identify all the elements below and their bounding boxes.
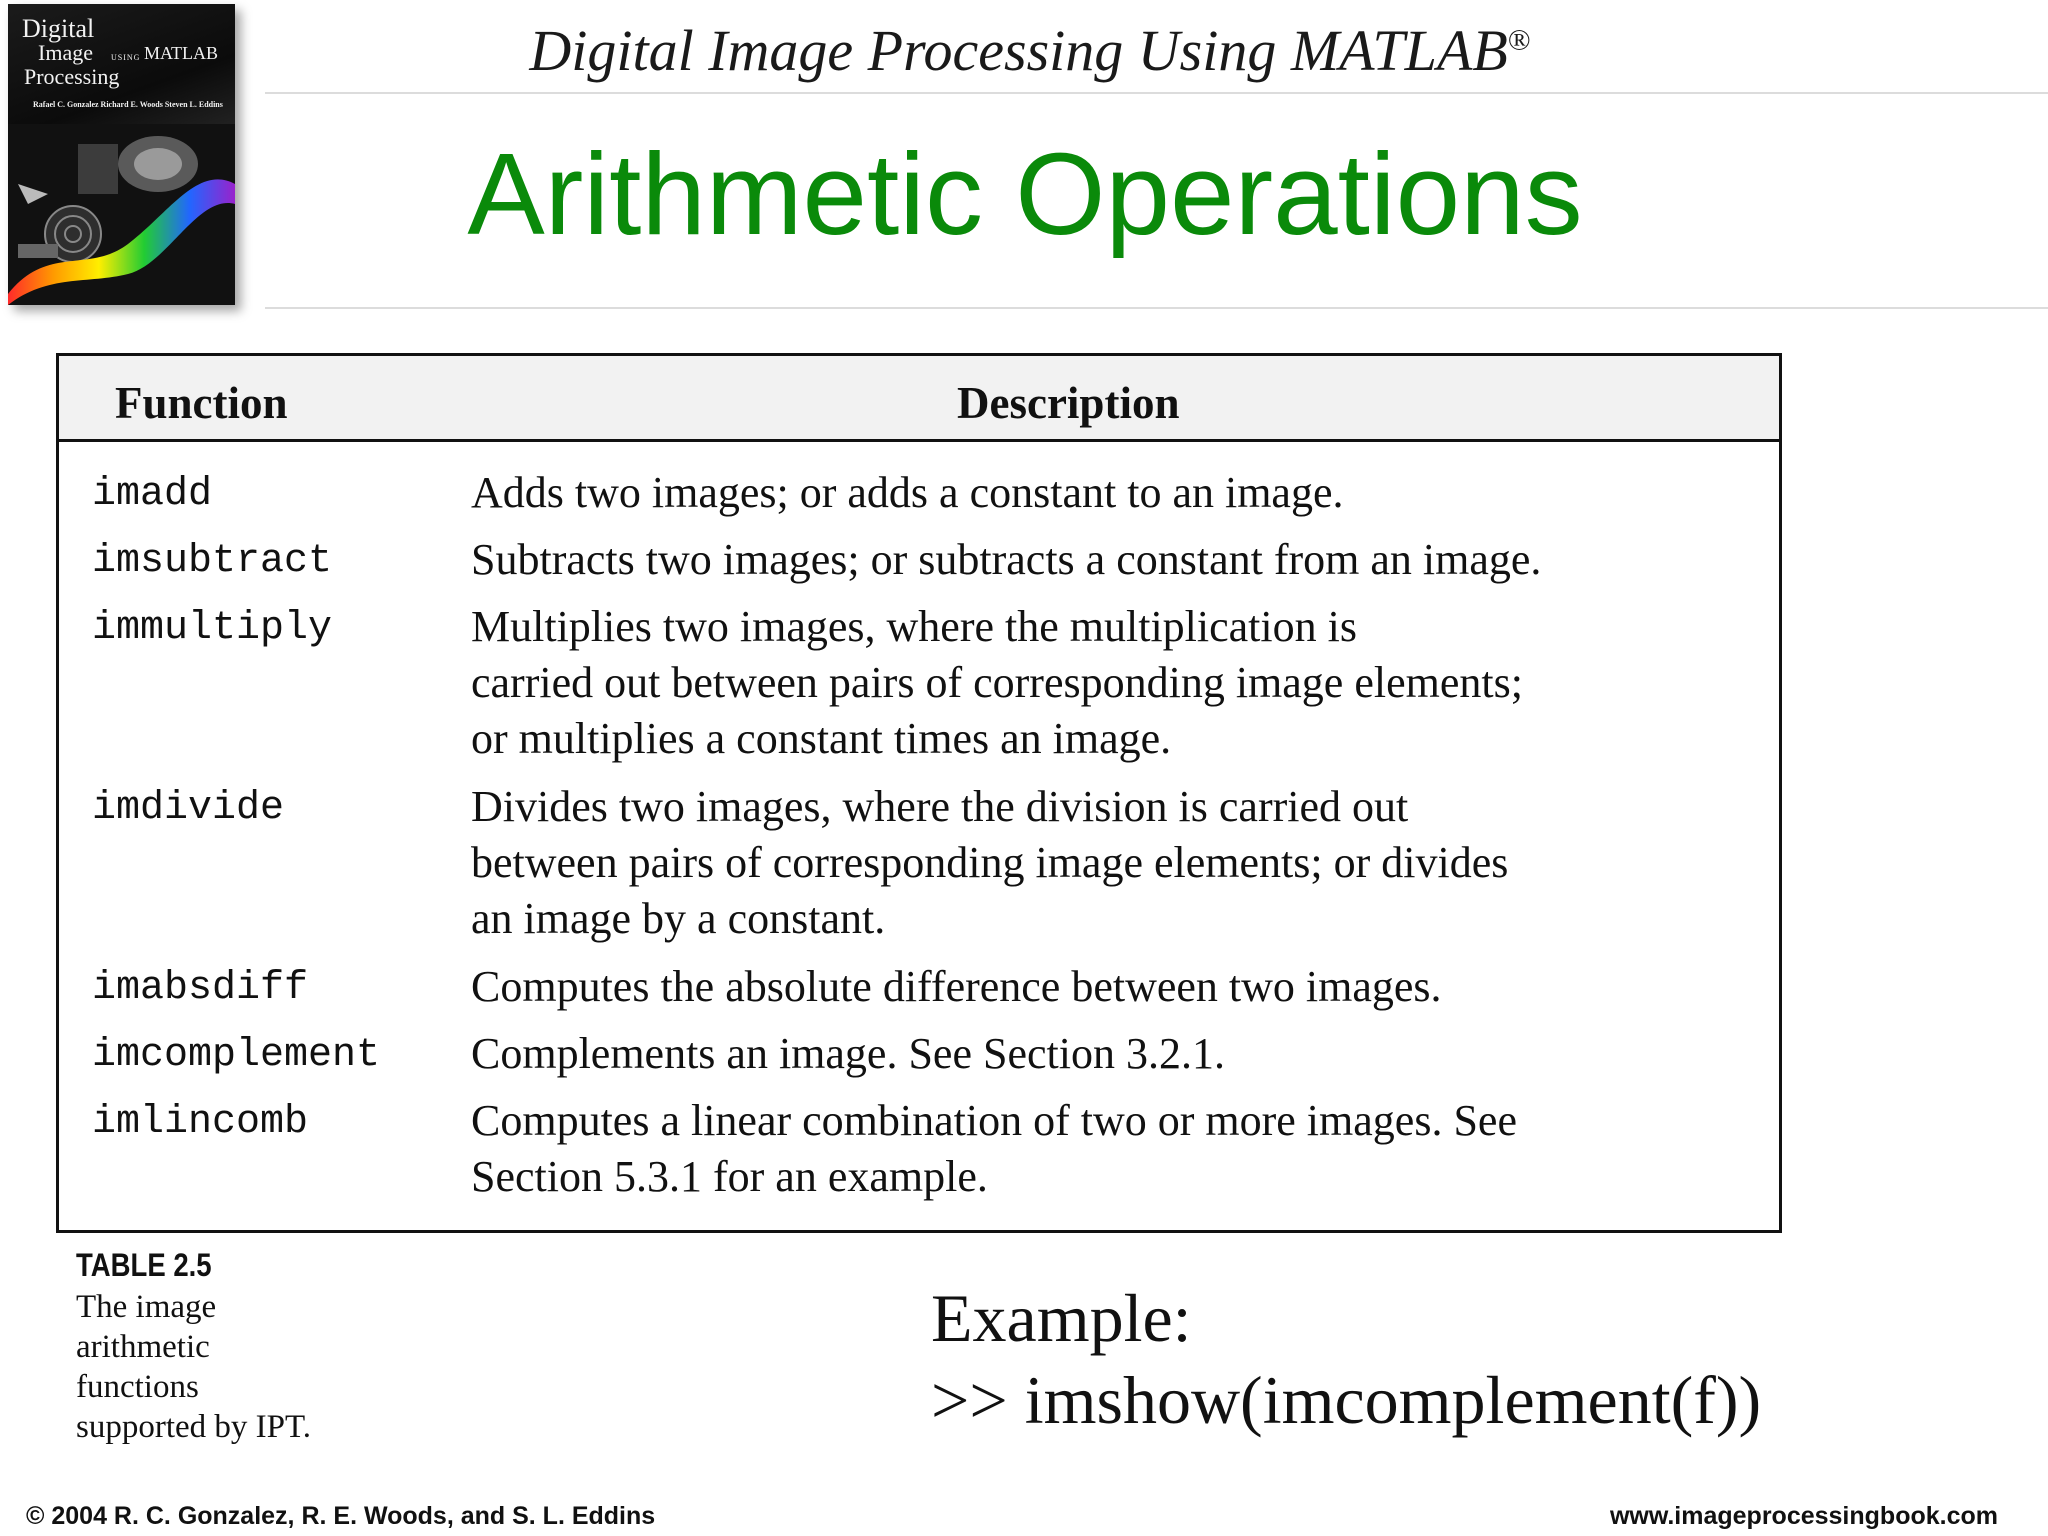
header-divider-top: [265, 92, 2048, 94]
cover-authors: Rafael C. Gonzalez Richard E. Woods Steven L. Eddins: [33, 100, 223, 109]
description-immultiply-line-2: carried out between pairs of corresponding image elements;: [471, 658, 1523, 707]
description-imsubtract-line-1: Subtracts two images; or subtracts a constant from an image.: [471, 535, 1542, 584]
arithmetic-functions-table: [56, 353, 1782, 1233]
description-imlincomb-line-2: Section 5.3.1 for an example.: [471, 1152, 988, 1201]
header-divider-bottom: [265, 307, 2048, 309]
description-imlincomb-line-1: Computes a linear combination of two or more images. See: [471, 1096, 1517, 1145]
cover-artwork-graphic: [8, 124, 235, 305]
function-name-imdivide: imdivide: [92, 786, 285, 831]
function-name-imadd: imadd: [92, 472, 213, 517]
table-caption-line-2: arithmetic: [76, 1329, 210, 1365]
table-caption-line-1: The image: [76, 1289, 217, 1325]
footer-copyright: © 2004 R. C. Gonzalez, R. E. Woods, and S. L. Eddins: [26, 1502, 656, 1530]
book-title-header: [520, 16, 1540, 86]
description-imcomplement-line-1: Complements an image. See Section 3.2.1.: [471, 1029, 1225, 1078]
description-immultiply-line-1: Multiplies two images, where the multiplication is: [471, 602, 1357, 651]
cover-title-processing: Processing: [24, 64, 120, 89]
registered-mark: ®: [1507, 23, 1531, 57]
footer-website-link[interactable]: www.imageprocessingbook.com: [1609, 1502, 1998, 1530]
table-caption-label: TABLE 2.5: [76, 1247, 212, 1283]
book-title-text: Digital Image Processing Using MATLAB: [529, 18, 1508, 83]
description-imdivide-line-2: between pairs of corresponding image elements; or divides: [471, 838, 1509, 887]
example-code: >> imshow(imcomplement(f)): [931, 1362, 1762, 1438]
cover-title-digital: Digital: [22, 14, 95, 43]
description-imdivide-line-1: Divides two images, where the division is carried out: [471, 782, 1409, 831]
cover-title-image: Image: [38, 40, 93, 65]
book-cover-image: [8, 4, 235, 305]
function-name-imsubtract: imsubtract: [92, 539, 333, 584]
description-immultiply-line-3: or multiplies a constant times an image.: [471, 714, 1172, 763]
description-imabsdiff-line-1: Computes the absolute difference between two images.: [471, 962, 1442, 1011]
example-label: Example:: [931, 1280, 1192, 1356]
function-name-immultiply: immultiply: [92, 606, 333, 651]
column-header-description: Description: [957, 378, 1180, 428]
table-header-row: [59, 356, 1779, 442]
function-name-imcomplement: imcomplement: [92, 1033, 381, 1078]
cover-matlab: MATLAB: [144, 43, 219, 63]
slide-title: Arithmetic Operations: [467, 129, 1583, 259]
description-imdivide-line-3: an image by a constant.: [471, 894, 886, 943]
function-name-imlincomb: imlincomb: [92, 1100, 309, 1145]
table-caption-line-4: supported by IPT.: [76, 1409, 311, 1445]
function-name-imabsdiff: imabsdiff: [92, 966, 309, 1011]
table-caption-line-3: functions: [76, 1369, 199, 1405]
column-header-function: Function: [115, 378, 288, 428]
cover-using: USING: [111, 53, 141, 62]
description-imadd-line-1: Adds two images; or adds a constant to an image.: [471, 468, 1344, 517]
